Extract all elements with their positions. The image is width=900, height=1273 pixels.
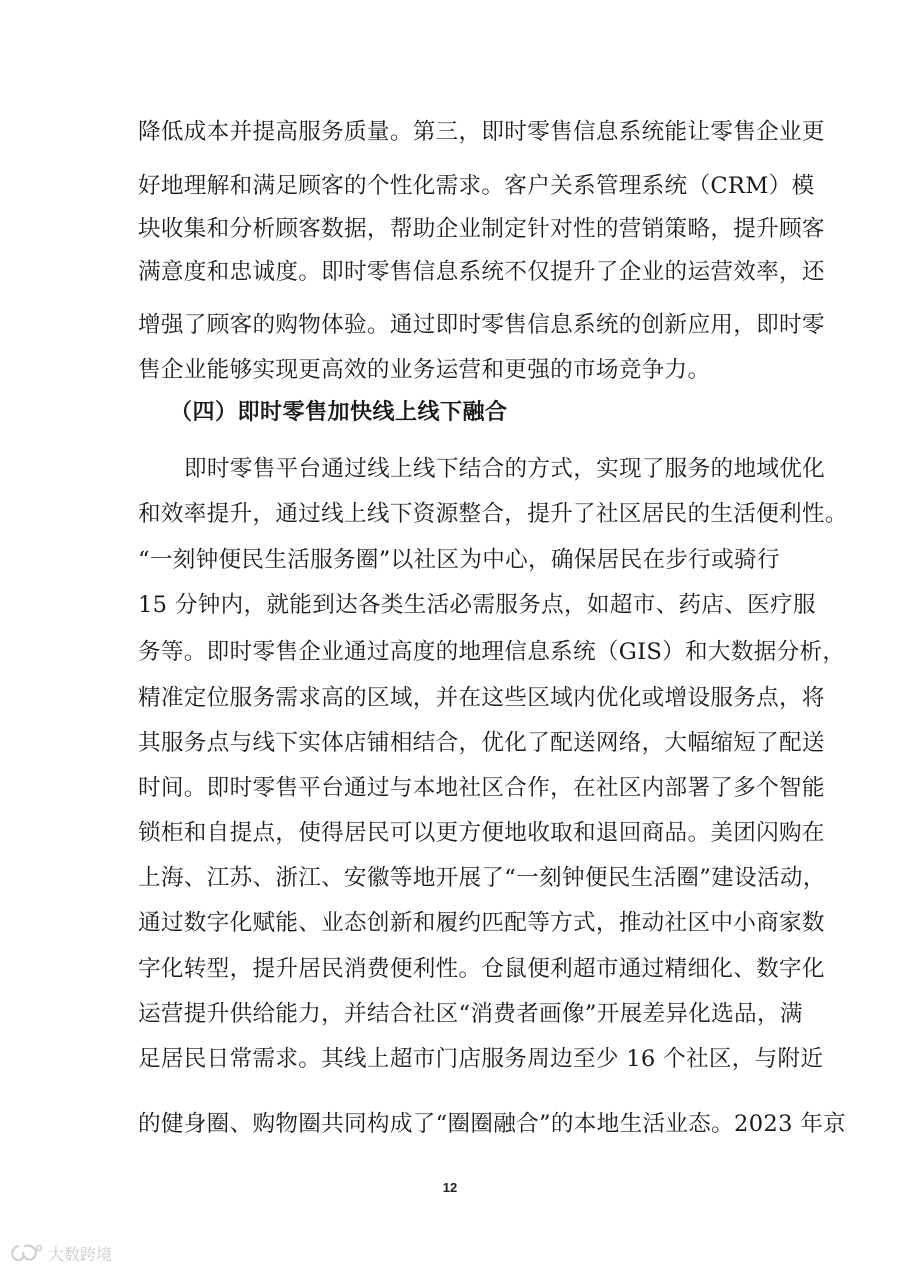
section-heading: （四）即时零售加快线上线下融合 [170, 400, 508, 425]
text-line: 务等。即时零售企业通过高度的地理信息系统（GIS）和大数据分析， [138, 639, 846, 665]
page-number: 12 [442, 1180, 458, 1195]
text-line: 和效率提升，通过线上线下资源整合，提升了社区居民的生活便利性。 [138, 501, 848, 527]
text-line: 好地理解和满足顾客的个性化需求。客户关系管理系统（CRM）模 [138, 173, 815, 199]
text-line: 即时零售平台通过线上线下结合的方式，实现了服务的地域优化 [184, 456, 826, 482]
watermark [8, 1240, 112, 1266]
text-line: 15 分钟内，就能到达各类生活必需服务点，如超市、药店、医疗服 [138, 592, 816, 618]
text-line: 的健身圈、购物圈共同构成了“圈圈融合”的本地生活业态。2023 年京 [138, 1111, 847, 1137]
text-line: “一刻钟便民生活服务圈”以社区为中心，确保居民在步行或骑行 [138, 547, 780, 573]
text-line: 精准定位服务需求高的区域，并在这些区域内优化或增设服务点，将 [138, 685, 825, 711]
text-line: 运营提升供给能力，并结合社区“消费者画像”开展差异化选品，满 [138, 1001, 803, 1027]
text-line: 字化转型，提升居民消费便利性。仓鼠便利超市通过精细化、数字化 [138, 956, 825, 982]
text-line: 售企业能够实现更高效的业务运营和更强的市场竞争力。 [138, 357, 711, 383]
text-line: 锁柜和自提点，使得居民可以更方便地收取和退回商品。美团闪购在 [138, 820, 825, 846]
text-line: 足居民日常需求。其线上超市门店服务周边至少 16 个社区，与附近 [138, 1046, 824, 1072]
text-line: 满意度和忠诚度。即时零售信息系统不仅提升了企业的运营效率，还 [138, 259, 825, 285]
watermark-text: 大数跨境 [48, 1244, 113, 1264]
text-line: 增强了顾客的购物体验。通过即时零售信息系统的创新应用，即时零 [138, 312, 825, 338]
text-line: 块收集和分析顾客数据，帮助企业制定针对性的营销策略，提升顾客 [138, 216, 825, 242]
text-line: 上海、江苏、浙江、安徽等地开展了“一刻钟便民生活圈”建设活动， [138, 865, 826, 891]
text-line: 降低成本并提高服务质量。第三，即时零售信息系统能让零售企业更 [138, 119, 825, 145]
text-line: 其服务点与线下实体店铺相结合，优化了配送网络，大幅缩短了配送 [138, 730, 825, 756]
text-line: 时间。即时零售平台通过与本地社区合作，在社区内部署了多个智能 [138, 775, 825, 801]
brand-logo-icon [8, 1242, 44, 1264]
text-line: 通过数字化赋能、业态创新和履约匹配等方式，推动社区中小商家数 [138, 910, 825, 936]
